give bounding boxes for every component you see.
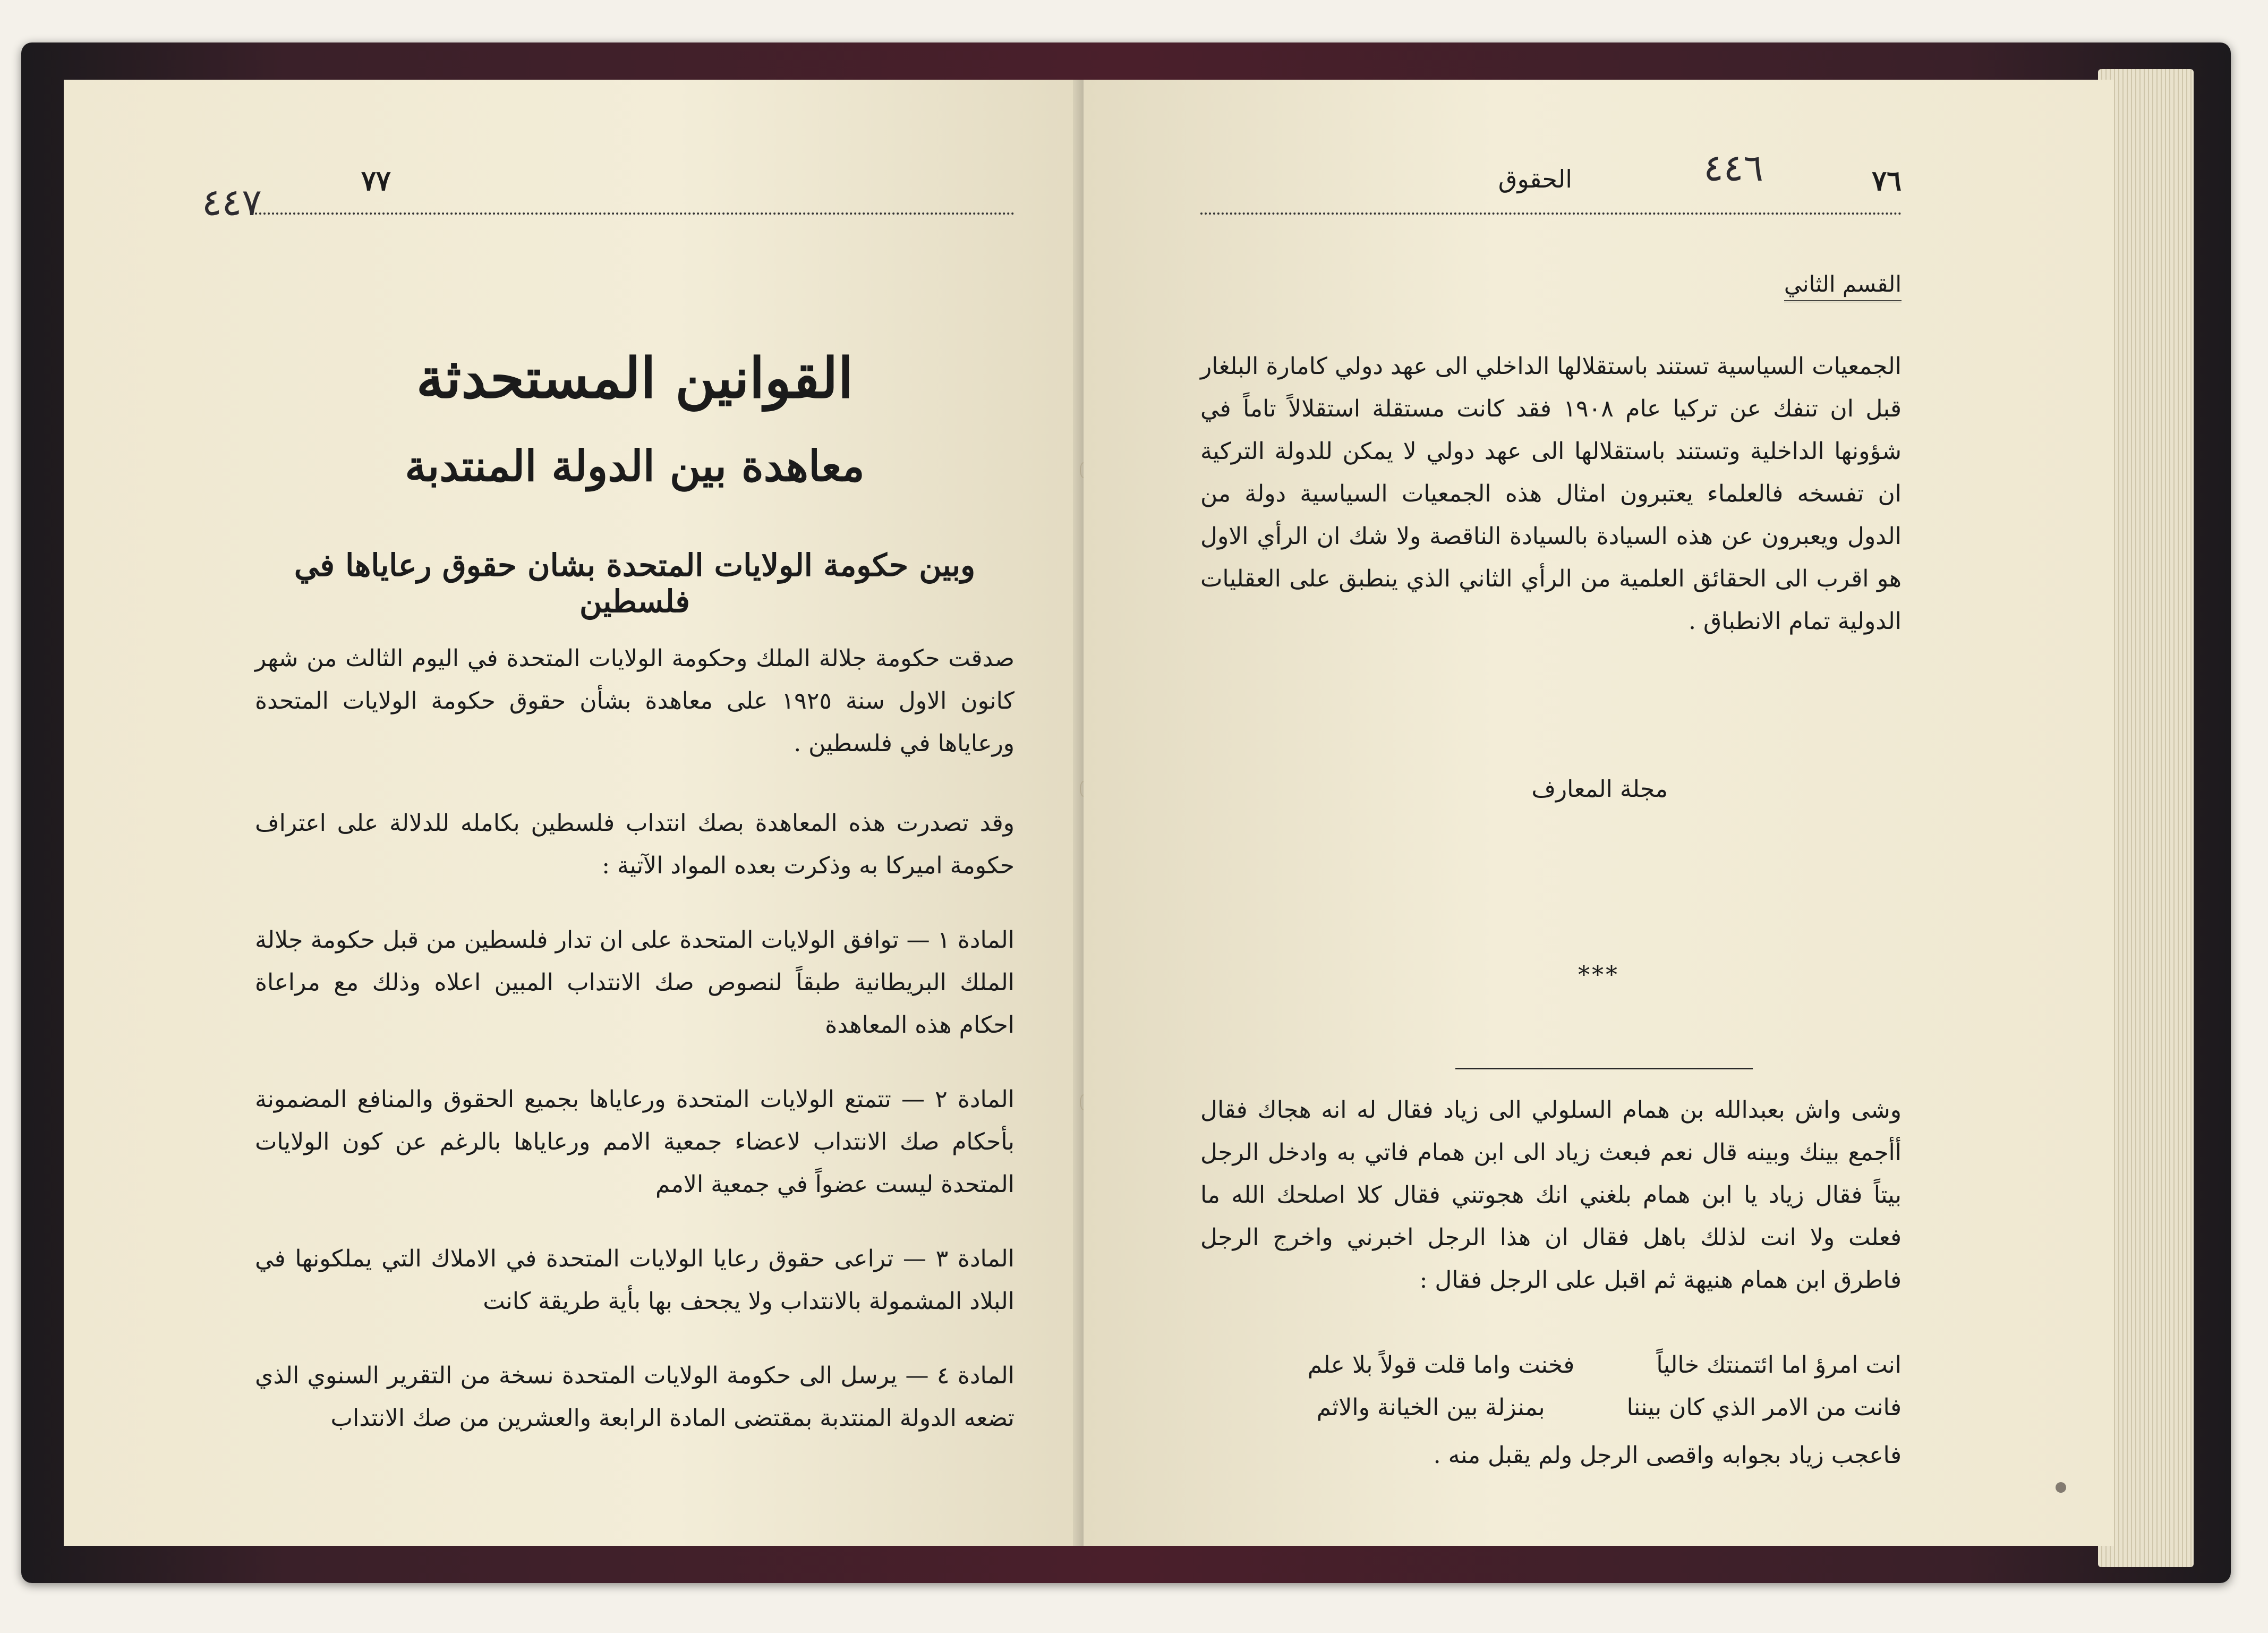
verse-1-second-hemistich: فخنت واما قلت قولاً بلا علم (1307, 1351, 1575, 1379)
treaty-subtitle: وبين حكومة الولايات المتحدة بشان حقوق رعاياها في فلسطين (294, 547, 976, 619)
running-title: الحقوق (1498, 165, 1572, 193)
divider-line (1455, 1068, 1753, 1069)
right-page (1084, 80, 2114, 1546)
right-paragraph: الجمعيات السياسية تستند باستقلالها الداخلي الى عهد دولي كامارة البلغار قبل ان تنفك عن تركيا عام ١٩٠٨ فقد كانت مستقلة استقلالاً تاماً في شؤونها الداخلية وتستند باستقلالها الى عهد دولي لا يمكن للدولة التركية ان تفسخه فالعلماء يعتبرون امثال هذه الجمعيات السياسية دولة من الدول ويعبرون عن هذه السيادة بالسيادة الناقصة ولا شك ان الرأي الاول هو اقرب الى الحقائق العلمية من الرأي الثاني الذي ينطبق على العقليات الدولية تمام الانطباق . (1200, 353, 1902, 635)
closing-line: فاعجب زياد بجوابه واقصى الرجل ولم يقبل منه . (1433, 1442, 1902, 1469)
article-3: المادة ٣ — تراعى حقوق رعايا الولايات المتحدة في الاملاك التي يملكونها في البلاد المشمولة بالانتداب ولا يجحف بها بأية طريقة كانت (255, 1245, 1015, 1315)
article-1: المادة ١ — توافق الولايات المتحدة على ان تدار فلسطين من قبل حكومة جلالة الملك البريطانية طبقاً لنصوص صك الانتداب المبين اعلاه وذلك مع مراعاة احكام هذه المعاهدة (255, 926, 1014, 1039)
separator-stars: *** (1578, 962, 1619, 989)
left-paragraph-2: وقد تصدرت هذه المعاهدة بصك انتداب فلسطين بكامله للدلالة على اعتراف حكومة اميركا به وذكرت بعده المواد الآتية : (255, 810, 1014, 879)
treaty-title: معاهدة بين الدولة المنتدبة (405, 441, 865, 491)
verse-line-2 (1200, 1387, 1902, 1429)
section-tag: القسم الثاني (1784, 271, 1902, 302)
article-4: المادة ٤ — يرسل الى حكومة الولايات المتحدة نسخة من التقرير السنوي الذي تضعه الدولة المنتدبة بمقتضى المادة الرابعة والعشرين من صك الانتداب (255, 1362, 1015, 1432)
left-page (64, 80, 1084, 1546)
left-page-number: ٧٧ (361, 165, 391, 197)
verse-2-second-hemistich: بمنزلة بين الخيانة والاثم (1316, 1394, 1545, 1421)
right-handwritten-page-number: ٤٤٦ (1703, 146, 1763, 190)
right-page-number: ٧٦ (1872, 165, 1902, 197)
verse-2-first-hemistich: فانت من الامر الذي كان بيننا (1626, 1394, 1902, 1421)
verse-line-1 (1200, 1344, 1902, 1387)
article-2: المادة ٢ — تتمتع الولايات المتحدة ورعاياها بجميع الحقوق والمنافع المضمونة بأحكام صك الانتداب لاعضاء جمعية الامم ورعاياها بالرغم عن كون الولايات المتحدة ليست عضواً في جمعية الامم (255, 1086, 1014, 1198)
left-handwritten-page-number: ٤٤٧ (202, 181, 262, 224)
anecdote-paragraph: وشى واش بعبدالله بن همام السلولي الى زياد فقال له انه هجاك فقال أأجمع بينك وبينه قال نعم فبعث زياد الى ابن همام فاتي به وادخل الرجل بيتاً فقال زياد يا ابن همام بلغني انك هجوتني فقال كلا اصلحك الله ما فعلت ولا انت لذلك باهل فقال ان هذا الرجل اخبرني واخرج الرجل فاطرق ابن همام هنيهة ثم اقبل على الرجل فقال : (1200, 1096, 1902, 1294)
section-heading: القوانين المستحدثة (416, 345, 854, 411)
right-page-header (1200, 146, 1902, 215)
left-paragraph-1: صدقت حكومة جلالة الملك وحكومة الولايات المتحدة في اليوم الثالث من شهر كانون الاول سنة ١٩٢٥ على معاهدة بشأن حقوق حكومة الولايات المتحدة ورعاياها في فلسطين . (255, 645, 1015, 757)
ink-mark (2056, 1482, 2066, 1493)
verse-1-first-hemistich: انت امرؤ اما ائتمنتك خالياً (1656, 1351, 1902, 1379)
left-page-header (202, 165, 1014, 224)
source-citation: مجلة المعارف (1531, 776, 1668, 803)
